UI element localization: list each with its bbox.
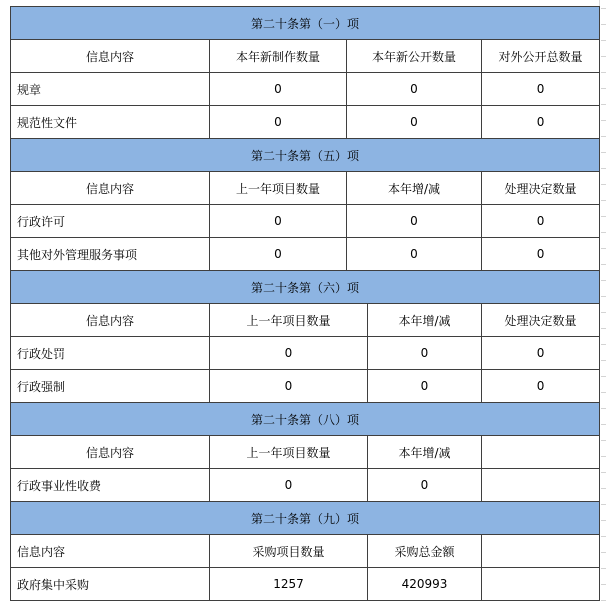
ruler-tick — [601, 200, 606, 201]
row-label[interactable]: 规范性文件 — [11, 106, 210, 139]
ruler-tick — [601, 584, 606, 585]
ruler-tick — [601, 376, 606, 377]
ruler-tick — [601, 24, 606, 25]
ruler-tick — [601, 280, 606, 281]
disclosure-table — [10, 6, 599, 601]
cell-value[interactable]: 0 — [482, 337, 600, 370]
ruler-tick — [601, 440, 606, 441]
row-label[interactable]: 行政事业性收费 — [11, 469, 210, 502]
column-header[interactable]: 信息内容 — [11, 40, 210, 73]
table-row — [11, 370, 600, 403]
cell-value[interactable]: 0 — [210, 337, 368, 370]
table-row — [11, 73, 600, 106]
ruler-tick — [601, 568, 606, 569]
ruler-tick — [601, 520, 606, 521]
column-header[interactable]: 上一年项目数量 — [210, 436, 368, 469]
cell-value[interactable]: 0 — [210, 370, 368, 403]
column-header[interactable]: 本年增/减 — [347, 172, 482, 205]
column-header[interactable]: 信息内容 — [11, 172, 210, 205]
column-header[interactable]: 对外公开总数量 — [482, 40, 600, 73]
ruler-tick — [601, 232, 606, 233]
ruler-tick — [601, 88, 606, 89]
ruler-tick — [601, 472, 606, 473]
table-row — [11, 337, 600, 370]
column-header[interactable]: 处理决定数量 — [482, 172, 600, 205]
column-header[interactable]: 本年增/减 — [368, 436, 482, 469]
ruler-tick — [601, 136, 606, 137]
section-1 — [10, 6, 600, 139]
cell-value[interactable]: 1257 — [210, 568, 368, 601]
empty-cell[interactable] — [482, 436, 600, 469]
column-header[interactable]: 处理决定数量 — [482, 304, 600, 337]
ruler-tick — [601, 8, 606, 9]
cell-value[interactable]: 0 — [210, 238, 347, 271]
column-header[interactable]: 采购总金额 — [368, 535, 482, 568]
row-label[interactable]: 其他对外管理服务事项 — [11, 238, 210, 271]
ruler-tick — [601, 264, 606, 265]
ruler-tick — [601, 120, 606, 121]
cell-value[interactable]: 0 — [210, 106, 347, 139]
scroll-ruler — [599, 0, 606, 601]
cell-value[interactable]: 0 — [368, 370, 482, 403]
cell-value[interactable]: 0 — [210, 73, 347, 106]
cell-value[interactable]: 0 — [368, 469, 482, 502]
column-header[interactable]: 信息内容 — [11, 304, 210, 337]
ruler-tick — [601, 488, 606, 489]
section-8 — [10, 403, 600, 502]
ruler-tick — [601, 168, 606, 169]
ruler-tick — [601, 424, 606, 425]
column-header[interactable]: 本年新公开数量 — [347, 40, 482, 73]
column-header[interactable]: 信息内容 — [11, 436, 210, 469]
column-header[interactable]: 信息内容 — [11, 535, 210, 568]
empty-cell[interactable] — [482, 568, 600, 601]
section-5 — [10, 139, 600, 271]
cell-value[interactable]: 0 — [482, 73, 600, 106]
ruler-tick — [601, 152, 606, 153]
cell-value[interactable]: 0 — [210, 469, 368, 502]
empty-cell[interactable] — [482, 469, 600, 502]
ruler-tick — [601, 408, 606, 409]
ruler-tick — [601, 56, 606, 57]
row-label[interactable]: 行政处罚 — [11, 337, 210, 370]
row-label[interactable]: 规章 — [11, 73, 210, 106]
table-row — [11, 568, 600, 601]
ruler-tick — [601, 72, 606, 73]
section-title[interactable]: 第二十条第（一）项 — [11, 7, 600, 40]
column-header[interactable]: 上一年项目数量 — [210, 172, 347, 205]
section-6 — [10, 271, 600, 403]
section-title[interactable]: 第二十条第（五）项 — [11, 139, 600, 172]
table-row — [11, 238, 600, 271]
cell-value[interactable]: 0 — [482, 238, 600, 271]
table-row — [11, 205, 600, 238]
cell-value[interactable]: 0 — [347, 106, 482, 139]
cell-value[interactable]: 0 — [347, 238, 482, 271]
section-title[interactable]: 第二十条第（八）项 — [11, 403, 600, 436]
row-label[interactable]: 行政许可 — [11, 205, 210, 238]
cell-value[interactable]: 420993 — [368, 568, 482, 601]
column-header[interactable]: 采购项目数量 — [210, 535, 368, 568]
column-header[interactable]: 上一年项目数量 — [210, 304, 368, 337]
cell-value[interactable]: 0 — [482, 370, 600, 403]
cell-value[interactable]: 0 — [482, 106, 600, 139]
ruler-tick — [601, 296, 606, 297]
column-header[interactable]: 本年新制作数量 — [210, 40, 347, 73]
row-label[interactable]: 行政强制 — [11, 370, 210, 403]
ruler-tick — [601, 248, 606, 249]
ruler-tick — [601, 392, 606, 393]
cell-value[interactable]: 0 — [210, 205, 347, 238]
ruler-tick — [601, 216, 606, 217]
section-9 — [10, 502, 600, 601]
cell-value[interactable]: 0 — [347, 73, 482, 106]
ruler-tick — [601, 504, 606, 505]
row-label[interactable]: 政府集中采购 — [11, 568, 210, 601]
table-row — [11, 469, 600, 502]
ruler-tick — [601, 328, 606, 329]
ruler-tick — [601, 184, 606, 185]
ruler-tick — [601, 360, 606, 361]
ruler-tick — [601, 552, 606, 553]
ruler-tick — [601, 104, 606, 105]
ruler-tick — [601, 344, 606, 345]
empty-cell[interactable] — [482, 535, 600, 568]
section-title[interactable]: 第二十条第（九）项 — [11, 502, 600, 535]
table-row — [11, 106, 600, 139]
section-title[interactable]: 第二十条第（六）项 — [11, 271, 600, 304]
cell-value[interactable]: 0 — [482, 205, 600, 238]
ruler-tick — [601, 536, 606, 537]
cell-value[interactable]: 0 — [368, 337, 482, 370]
ruler-tick — [601, 456, 606, 457]
ruler-tick — [601, 312, 606, 313]
column-header[interactable]: 本年增/减 — [368, 304, 482, 337]
ruler-tick — [601, 40, 606, 41]
cell-value[interactable]: 0 — [347, 205, 482, 238]
